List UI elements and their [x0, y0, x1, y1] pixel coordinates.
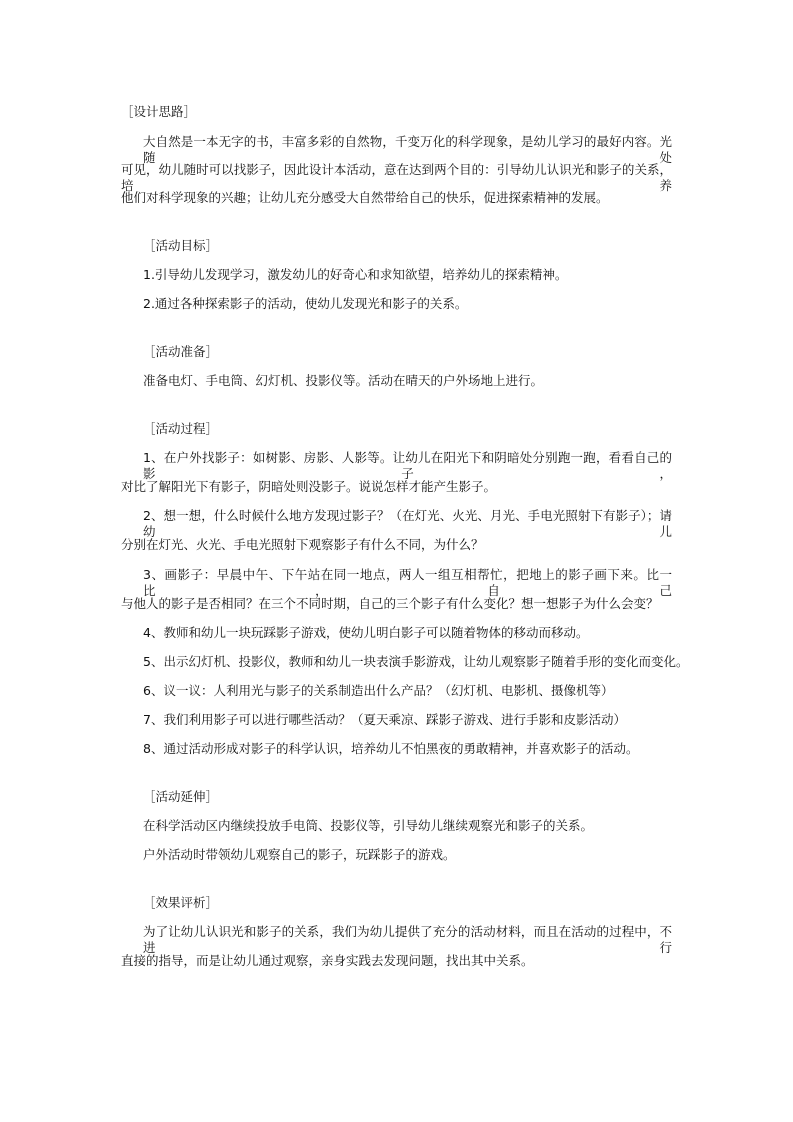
- extension-line: 户外活动时带领幼儿观察自己的影子，玩踩影子的游戏。: [143, 847, 456, 862]
- prep-text: 准备电灯、手电筒、幻灯机、投影仪等。活动在晴天的户外场地上进行。: [143, 373, 544, 388]
- process-step: 5、出示幻灯机、投影仪，教师和幼儿一块表演手影游戏，让幼儿观察影子随着手形的变化而变化。: [143, 654, 689, 669]
- process-step: 8、通过活动形成对影子的科学认识，培养幼儿不怕黑夜的勇敢精神，并喜欢影子的活动。: [143, 741, 639, 756]
- evaluation-line: 为了让幼儿认识光和影子的关系，我们为幼儿提供了充分的活动材料，而且在活动的过程中，不进行: [143, 924, 672, 955]
- design-paragraph-line: 他们对科学现象的兴趣；让幼儿充分感受大自然带给自己的快乐，促进探索精神的发展。: [121, 190, 609, 205]
- process-step: 6、议一议：人利用光与影子的关系制造出什么产品？（幻灯机、电影机、摄像机等）: [143, 683, 614, 698]
- extension-line: 在科学活动区内继续投放手电筒、投影仪等，引导幼儿继续观察光和影子的关系。: [143, 818, 594, 833]
- section-heading-design: ［设计思路］: [121, 104, 197, 119]
- section-heading-goals: ［活动目标］: [143, 238, 219, 253]
- process-step-line: 1、在户外找影子：如树影、房影、人影等。让幼儿在阳光下和阴暗处分别跑一跑，看看自己的影子，: [143, 450, 672, 481]
- process-step-line: 3、画影子：早晨中午、下午站在同一地点，两人一组互相帮忙，把地上的影子画下来。比一比，自己: [143, 567, 672, 598]
- section-heading-prep: ［活动准备］: [143, 344, 219, 359]
- goal-item: 2.通过各种探索影子的活动，使幼儿发现光和影子的关系。: [143, 296, 468, 311]
- design-paragraph-line: 大自然是一本无字的书，丰富多彩的自然物，千变万化的科学现象，是幼儿学习的最好内容。光随处: [143, 134, 672, 165]
- process-step-line: 对比了解阳光下有影子，阴暗处则没影子。说说怎样才能产生影子。: [121, 479, 497, 494]
- section-heading-process: ［活动过程］: [143, 421, 219, 436]
- design-paragraph-line: 可见，幼儿随时可以找影子，因此设计本活动，意在达到两个目的：引导幼儿认识光和影子的关系，培养: [121, 162, 672, 193]
- process-step: 7、我们利用影子可以进行哪些活动？（夏天乘凉、踩影子游戏、进行手影和皮影活动）: [143, 712, 626, 727]
- evaluation-line: 直接的指导，而是让幼儿通过观察，亲身实践去发现问题，找出其中关系。: [121, 953, 534, 968]
- process-step: 4、教师和幼儿一块玩踩影子游戏，使幼儿明白影子可以随着物体的移动而移动。: [143, 625, 589, 640]
- process-step-line: 分别在灯光、火光、手电光照射下观察影子有什么不同，为什么？: [121, 537, 484, 552]
- section-heading-evaluation: ［效果评析］: [143, 895, 219, 910]
- section-heading-extension: ［活动延伸］: [143, 789, 219, 804]
- process-step-line: 与他人的影子是否相同？在三个不同时期，自己的三个影子有什么变化？想一想影子为什么会变？: [121, 596, 659, 611]
- process-step-line: 2、想一想，什么时候什么地方发现过影子？（在灯光、火光、月光、手电光照射下有影子）；请幼儿: [143, 508, 672, 539]
- goal-item: 1.引导幼儿发现学习，激发幼儿的好奇心和求知欲望，培养幼儿的探索精神。: [143, 267, 568, 282]
